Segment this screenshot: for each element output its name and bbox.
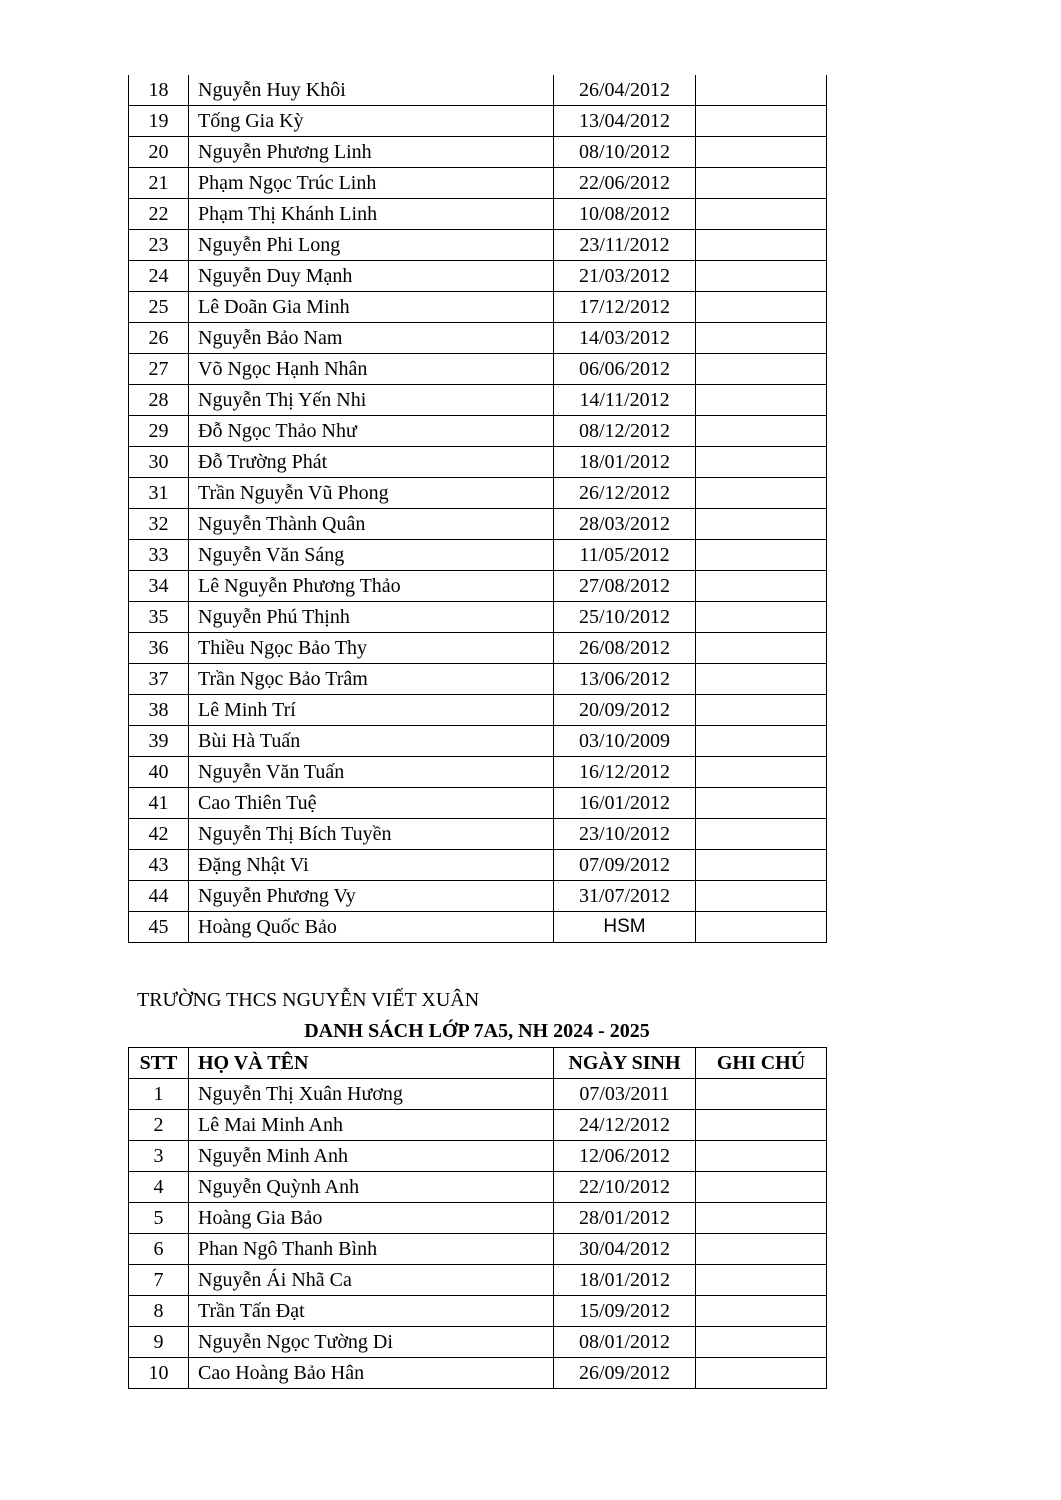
cell-stt: 34	[129, 571, 189, 602]
cell-stt: 27	[129, 354, 189, 385]
cell-name: Lê Doãn Gia Minh	[189, 292, 554, 323]
table-row	[129, 881, 827, 912]
table-row	[129, 447, 827, 478]
cell-name: Đỗ Trường Phát	[189, 447, 554, 478]
table-row	[129, 1296, 827, 1327]
school-name: TRƯỜNG THCS NGUYỄN VIẾT XUÂN	[137, 989, 480, 1011]
cell-dob: 08/10/2012	[554, 137, 696, 168]
cell-dob: 26/09/2012	[554, 1358, 696, 1389]
table-row	[129, 385, 827, 416]
cell-note	[696, 1141, 827, 1172]
cell-note	[696, 819, 827, 850]
table-row	[129, 571, 827, 602]
cell-note	[696, 664, 827, 695]
cell-dob: 18/01/2012	[554, 1265, 696, 1296]
cell-dob: 28/03/2012	[554, 509, 696, 540]
cell-name: Nguyễn Minh Anh	[189, 1141, 554, 1172]
table-row	[129, 540, 827, 571]
table-row	[129, 1110, 827, 1141]
cell-stt: 39	[129, 726, 189, 757]
cell-dob: 24/12/2012	[554, 1110, 696, 1141]
table-row	[129, 633, 827, 664]
cell-stt: 33	[129, 540, 189, 571]
cell-note	[696, 385, 827, 416]
cell-note	[696, 137, 827, 168]
table-row	[129, 695, 827, 726]
cell-note	[696, 447, 827, 478]
cell-note	[696, 292, 827, 323]
cell-dob: 13/06/2012	[554, 664, 696, 695]
cell-note	[696, 633, 827, 664]
cell-name: Cao Hoàng Bảo Hân	[189, 1358, 554, 1389]
cell-dob: 22/10/2012	[554, 1172, 696, 1203]
cell-name: Đặng Nhật Vi	[189, 850, 554, 881]
cell-dob: 30/04/2012	[554, 1234, 696, 1265]
cell-dob: 26/08/2012	[554, 633, 696, 664]
cell-note	[696, 75, 827, 106]
cell-stt: 9	[129, 1327, 189, 1358]
cell-dob: 12/06/2012	[554, 1141, 696, 1172]
header-row	[129, 1048, 827, 1079]
table-row	[129, 1358, 827, 1389]
header-note: GHI CHÚ	[696, 1048, 827, 1079]
cell-stt: 30	[129, 447, 189, 478]
cell-note	[696, 726, 827, 757]
cell-dob: 16/12/2012	[554, 757, 696, 788]
cell-note	[696, 1079, 827, 1110]
cell-dob: 16/01/2012	[554, 788, 696, 819]
cell-stt: 6	[129, 1234, 189, 1265]
table-row	[129, 261, 827, 292]
cell-name: Tống Gia Kỳ	[189, 106, 554, 137]
cell-stt: 7	[129, 1265, 189, 1296]
cell-dob: HSM	[554, 912, 696, 943]
table-row	[129, 788, 827, 819]
cell-stt: 24	[129, 261, 189, 292]
cell-name: Nguyễn Ái Nhã Ca	[189, 1265, 554, 1296]
cell-note	[696, 1203, 827, 1234]
table-row	[129, 1327, 827, 1358]
cell-stt: 32	[129, 509, 189, 540]
table-row	[129, 354, 827, 385]
table-row	[129, 106, 827, 137]
cell-name: Cao Thiên Tuệ	[189, 788, 554, 819]
table-row	[129, 509, 827, 540]
cell-dob: 23/10/2012	[554, 819, 696, 850]
table-row	[129, 819, 827, 850]
cell-dob: 25/10/2012	[554, 602, 696, 633]
table-row	[129, 1172, 827, 1203]
cell-stt: 10	[129, 1358, 189, 1389]
cell-note	[696, 199, 827, 230]
cell-name: Trần Nguyễn Vũ Phong	[189, 478, 554, 509]
cell-note	[696, 1358, 827, 1389]
cell-note	[696, 261, 827, 292]
cell-note	[696, 509, 827, 540]
table-row	[129, 292, 827, 323]
cell-note	[696, 881, 827, 912]
cell-stt: 28	[129, 385, 189, 416]
table-row	[129, 1234, 827, 1265]
cell-stt: 31	[129, 478, 189, 509]
table-row	[129, 1203, 827, 1234]
cell-stt: 19	[129, 106, 189, 137]
cell-note	[696, 106, 827, 137]
table-row	[129, 416, 827, 447]
cell-dob: 03/10/2009	[554, 726, 696, 757]
cell-note	[696, 323, 827, 354]
cell-name: Nguyễn Ngọc Tường Di	[189, 1327, 554, 1358]
header-name: HỌ VÀ TÊN	[189, 1048, 554, 1079]
cell-name: Trần Tấn Đạt	[189, 1296, 554, 1327]
cell-stt: 20	[129, 137, 189, 168]
cell-stt: 41	[129, 788, 189, 819]
table-row	[129, 602, 827, 633]
cell-dob: 26/12/2012	[554, 478, 696, 509]
cell-note	[696, 757, 827, 788]
cell-dob: 18/01/2012	[554, 447, 696, 478]
cell-name: Nguyễn Phương Linh	[189, 137, 554, 168]
cell-dob: 28/01/2012	[554, 1203, 696, 1234]
cell-note	[696, 354, 827, 385]
cell-name: Bùi Hà Tuấn	[189, 726, 554, 757]
table-row	[129, 664, 827, 695]
cell-name: Nguyễn Thành Quân	[189, 509, 554, 540]
cell-stt: 36	[129, 633, 189, 664]
cell-stt: 4	[129, 1172, 189, 1203]
table-row	[129, 137, 827, 168]
cell-name: Nguyễn Bảo Nam	[189, 323, 554, 354]
class-list-table-7a5	[128, 1047, 827, 1389]
table-body	[129, 1079, 827, 1389]
cell-note	[696, 602, 827, 633]
cell-note	[696, 478, 827, 509]
cell-dob: 21/03/2012	[554, 261, 696, 292]
cell-dob: 11/05/2012	[554, 540, 696, 571]
cell-dob: 10/08/2012	[554, 199, 696, 230]
cell-name: Nguyễn Văn Sáng	[189, 540, 554, 571]
cell-name: Lê Mai Minh Anh	[189, 1110, 554, 1141]
table-row	[129, 478, 827, 509]
cell-name: Nguyễn Phú Thịnh	[189, 602, 554, 633]
cell-name: Thiều Ngọc Bảo Thy	[189, 633, 554, 664]
cell-note	[696, 1172, 827, 1203]
cell-name: Nguyễn Duy Mạnh	[189, 261, 554, 292]
cell-stt: 5	[129, 1203, 189, 1234]
cell-note	[696, 230, 827, 261]
cell-name: Lê Minh Trí	[189, 695, 554, 726]
cell-dob: 26/04/2012	[554, 75, 696, 106]
cell-dob: 08/12/2012	[554, 416, 696, 447]
cell-note	[696, 416, 827, 447]
cell-dob: 14/11/2012	[554, 385, 696, 416]
cell-note	[696, 1234, 827, 1265]
cell-stt: 45	[129, 912, 189, 943]
cell-stt: 18	[129, 75, 189, 106]
cell-name: Hoàng Quốc Bảo	[189, 912, 554, 943]
cell-stt: 23	[129, 230, 189, 261]
cell-name: Nguyễn Thị Bích Tuyền	[189, 819, 554, 850]
cell-name: Phạm Ngọc Trúc Linh	[189, 168, 554, 199]
cell-note	[696, 1296, 827, 1327]
cell-name: Lê Nguyễn Phương Thảo	[189, 571, 554, 602]
cell-stt: 1	[129, 1079, 189, 1110]
cell-stt: 35	[129, 602, 189, 633]
cell-name: Đỗ Ngọc Thảo Như	[189, 416, 554, 447]
table-row	[129, 323, 827, 354]
cell-name: Nguyễn Phương Vy	[189, 881, 554, 912]
cell-note	[696, 571, 827, 602]
cell-note	[696, 912, 827, 943]
cell-dob: 14/03/2012	[554, 323, 696, 354]
cell-dob: 22/06/2012	[554, 168, 696, 199]
cell-stt: 2	[129, 1110, 189, 1141]
table-header	[129, 1048, 827, 1079]
cell-dob: 23/11/2012	[554, 230, 696, 261]
table-row	[129, 168, 827, 199]
cell-name: Nguyễn Thị Yến Nhi	[189, 385, 554, 416]
class-list-table-continued	[128, 75, 827, 943]
cell-note	[696, 1110, 827, 1141]
cell-stt: 29	[129, 416, 189, 447]
cell-dob: 06/06/2012	[554, 354, 696, 385]
cell-note	[696, 1265, 827, 1296]
cell-dob: 08/01/2012	[554, 1327, 696, 1358]
cell-stt: 44	[129, 881, 189, 912]
table-row	[129, 75, 827, 106]
table-body	[129, 75, 827, 943]
cell-dob: 20/09/2012	[554, 695, 696, 726]
cell-name: Nguyễn Văn Tuấn	[189, 757, 554, 788]
table-row	[129, 199, 827, 230]
table-row	[129, 1141, 827, 1172]
table-row	[129, 1079, 827, 1110]
cell-name: Nguyễn Thị Xuân Hương	[189, 1079, 554, 1110]
cell-stt: 40	[129, 757, 189, 788]
header-dob: NGÀY SINH	[554, 1048, 696, 1079]
cell-name: Nguyễn Phi Long	[189, 230, 554, 261]
cell-dob: 27/08/2012	[554, 571, 696, 602]
cell-name: Nguyễn Quỳnh Anh	[189, 1172, 554, 1203]
cell-dob: 07/03/2011	[554, 1079, 696, 1110]
cell-stt: 38	[129, 695, 189, 726]
cell-name: Trần Ngọc Bảo Trâm	[189, 664, 554, 695]
cell-note	[696, 788, 827, 819]
cell-dob: 17/12/2012	[554, 292, 696, 323]
cell-stt: 3	[129, 1141, 189, 1172]
cell-name: Phan Ngô Thanh Bình	[189, 1234, 554, 1265]
cell-dob: 07/09/2012	[554, 850, 696, 881]
cell-note	[696, 695, 827, 726]
cell-note	[696, 850, 827, 881]
cell-note	[696, 168, 827, 199]
cell-stt: 42	[129, 819, 189, 850]
table-row	[129, 757, 827, 788]
cell-name: Phạm Thị Khánh Linh	[189, 199, 554, 230]
table-row	[129, 850, 827, 881]
cell-note	[696, 1327, 827, 1358]
list-title: DANH SÁCH LỚP 7A5, NH 2024 - 2025	[304, 1020, 650, 1042]
table-row	[129, 912, 827, 943]
table-row	[129, 726, 827, 757]
cell-dob: 31/07/2012	[554, 881, 696, 912]
cell-name: Nguyễn Huy Khôi	[189, 75, 554, 106]
cell-stt: 25	[129, 292, 189, 323]
cell-stt: 22	[129, 199, 189, 230]
cell-name: Hoàng Gia Bảo	[189, 1203, 554, 1234]
cell-stt: 8	[129, 1296, 189, 1327]
cell-note	[696, 540, 827, 571]
cell-dob: 15/09/2012	[554, 1296, 696, 1327]
table-row	[129, 1265, 827, 1296]
table-row	[129, 230, 827, 261]
cell-stt: 26	[129, 323, 189, 354]
cell-stt: 43	[129, 850, 189, 881]
cell-dob: 13/04/2012	[554, 106, 696, 137]
cell-name: Võ Ngọc Hạnh Nhân	[189, 354, 554, 385]
cell-stt: 37	[129, 664, 189, 695]
header-stt: STT	[129, 1048, 189, 1079]
cell-stt: 21	[129, 168, 189, 199]
